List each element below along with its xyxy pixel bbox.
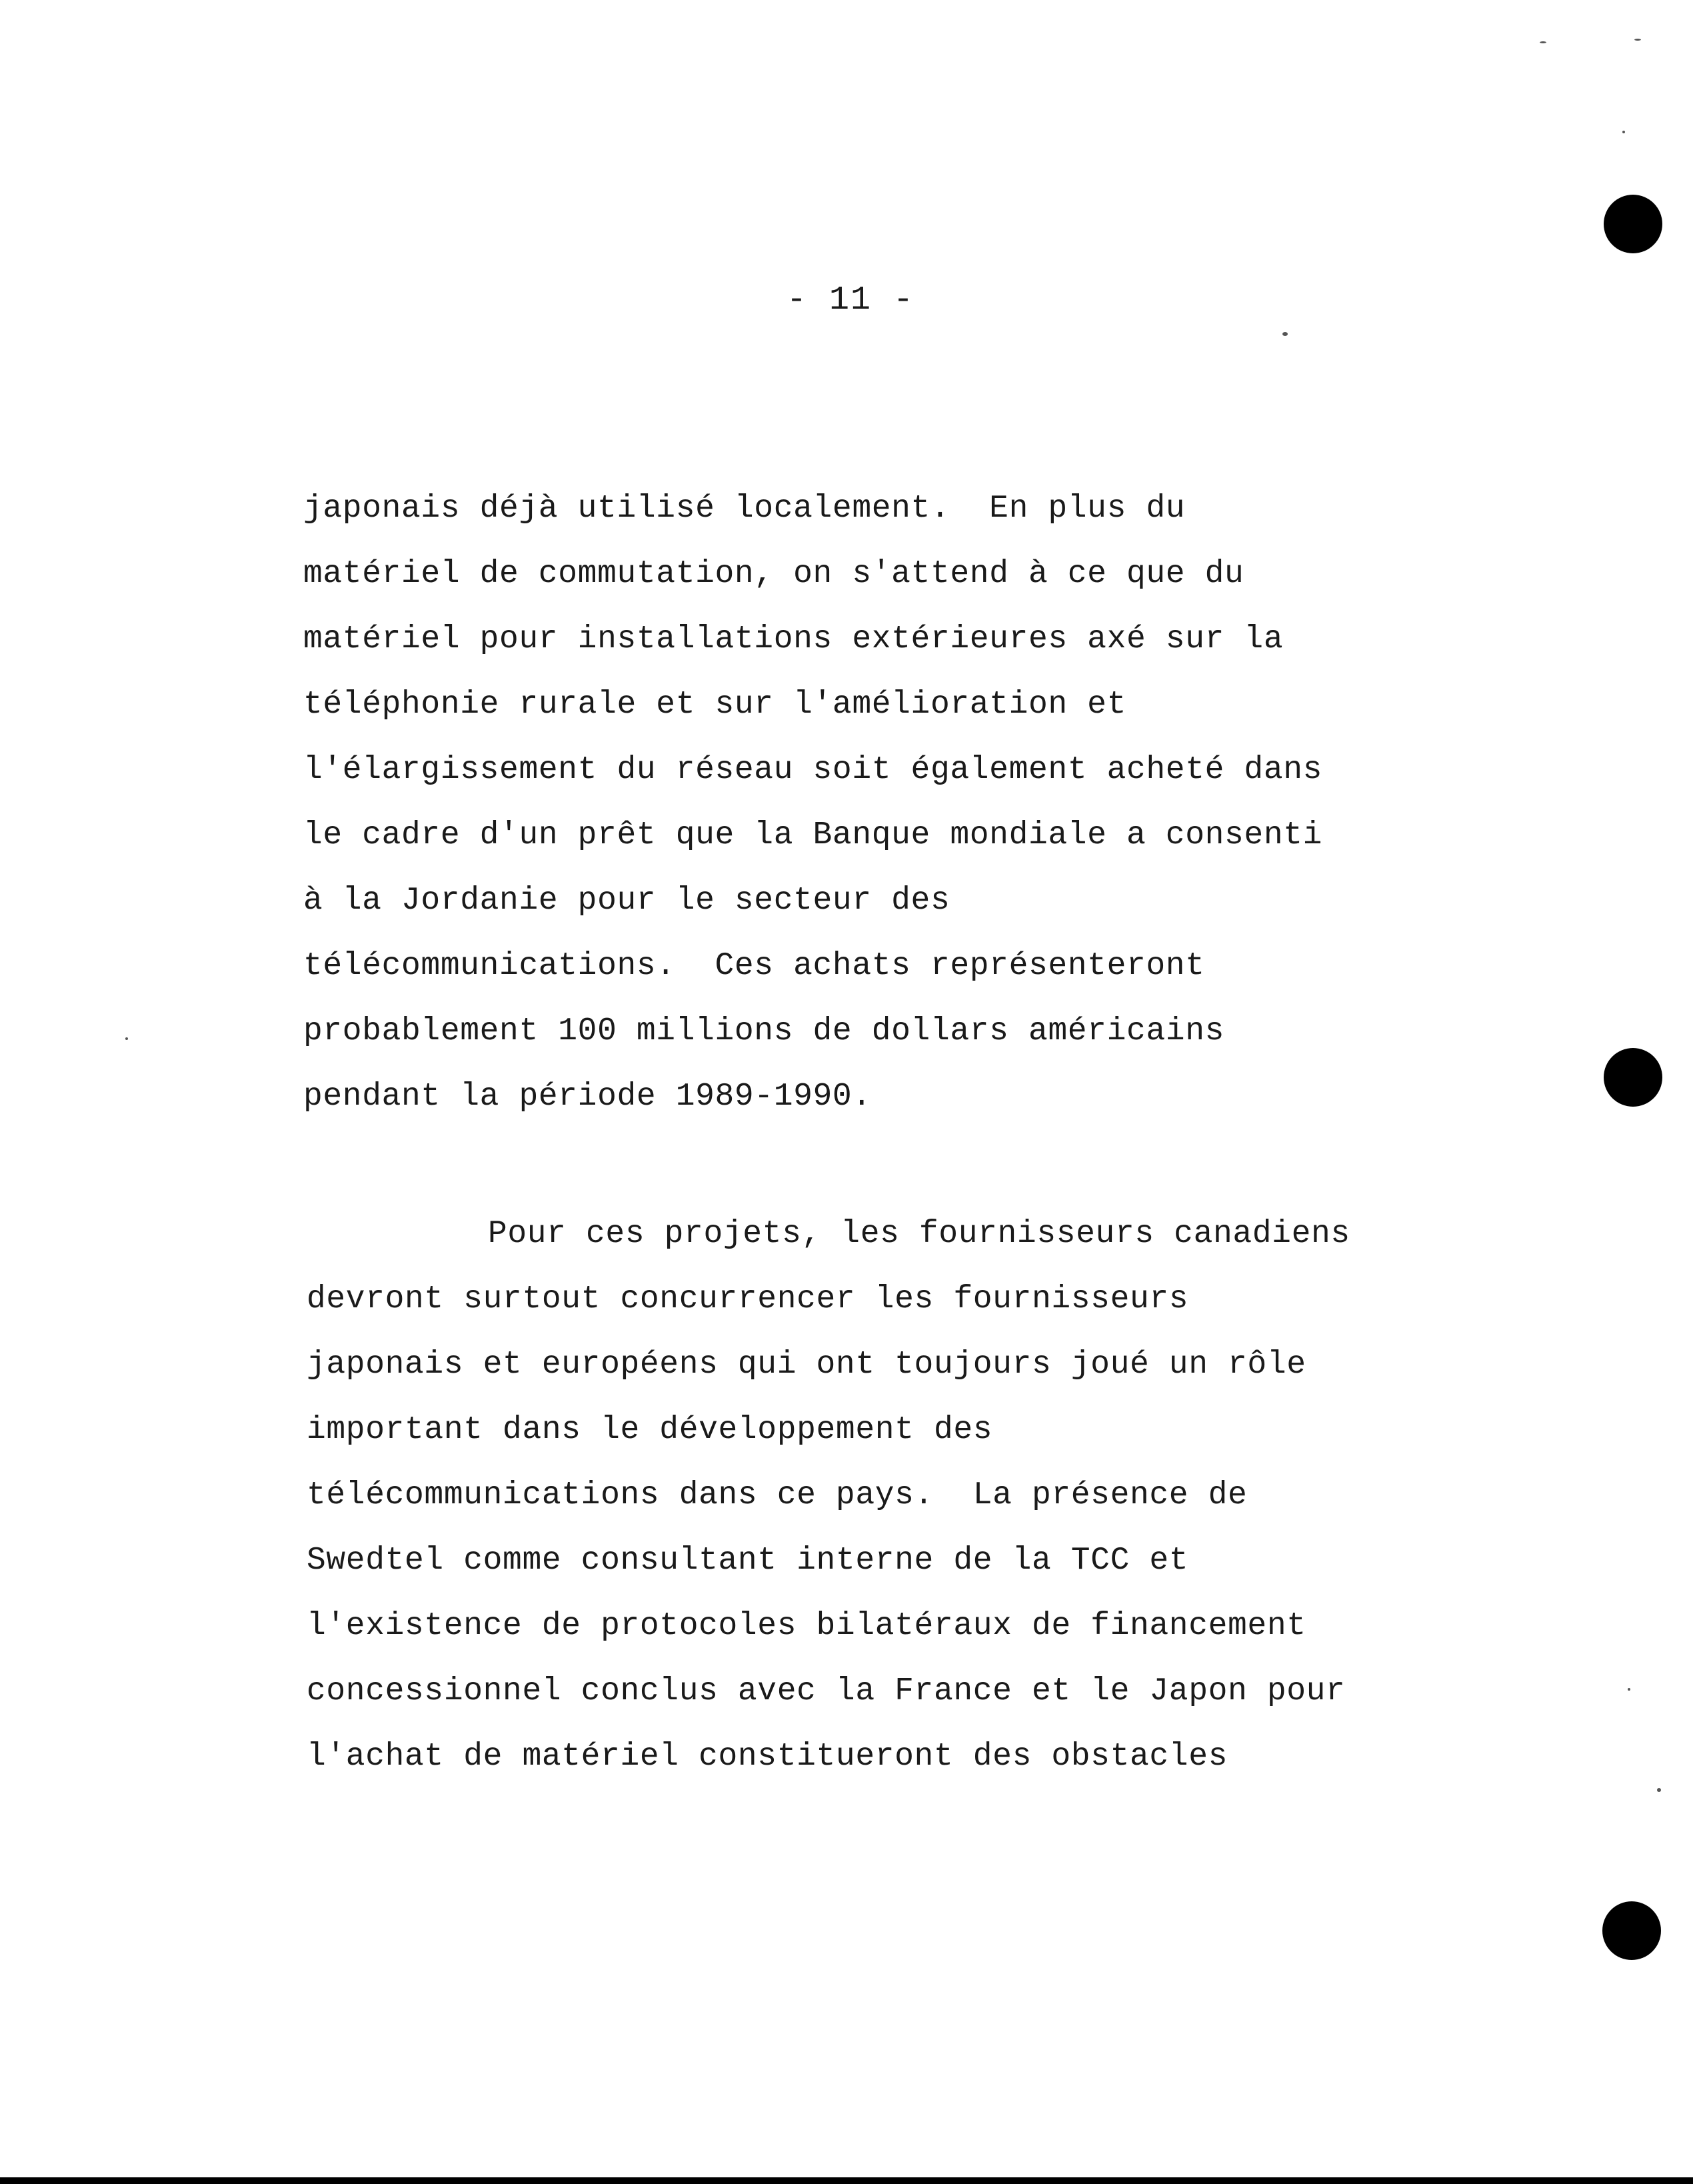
page-bottom-edge xyxy=(0,2177,1693,2184)
paragraph-line: japonais et européens qui ont toujours joué un rôle xyxy=(307,1347,1306,1383)
scan-speck xyxy=(1634,39,1641,41)
paragraph-line: matériel de commutation, on s'attend à ce que du xyxy=(303,556,1244,592)
punch-hole-bottom xyxy=(1602,1901,1661,1960)
paragraph-line: le cadre d'un prêt que la Banque mondiale a consenti xyxy=(303,817,1323,853)
paragraph-line: à la Jordanie pour le secteur des xyxy=(303,883,950,919)
paragraph-line: Swedtel comme consultant interne de la TCC et xyxy=(307,1543,1189,1579)
page-number: - 11 - xyxy=(787,281,915,319)
paragraph-1 xyxy=(303,476,1322,1129)
paragraph-line: concessionnel conclus avec la France et le Japon pour xyxy=(307,1673,1346,1709)
paragraph-line: japonais déjà utilisé localement. En plus du xyxy=(303,491,1186,527)
scan-speck xyxy=(1628,1688,1630,1691)
paragraph-line: devront surtout concurrencer les fournisseurs xyxy=(307,1281,1189,1317)
punch-hole-middle xyxy=(1604,1048,1662,1107)
scan-speck xyxy=(1282,332,1288,336)
scan-speck xyxy=(1657,1788,1661,1792)
paragraph-line: télécommunications. Ces achats représenteront xyxy=(303,948,1205,984)
paragraph-line: téléphonie rurale et sur l'amélioration et xyxy=(303,687,1126,723)
paragraph-line: probablement 100 millions de dollars américains xyxy=(303,1013,1225,1049)
scan-speck xyxy=(1622,131,1625,133)
punch-hole-top xyxy=(1604,195,1662,253)
paragraph-line: Pour ces projets, les fournisseurs canadiens xyxy=(488,1216,1350,1252)
paragraph-line: l'existence de protocoles bilatéraux de financement xyxy=(307,1608,1306,1644)
paragraph-2 xyxy=(307,1201,1350,1789)
paragraph-line: matériel pour installations extérieures axé sur la xyxy=(303,621,1284,657)
paragraph-line: télécommunications dans ce pays. La présence de xyxy=(307,1477,1248,1513)
scan-speck xyxy=(1540,41,1546,43)
paragraph-line: important dans le développement des xyxy=(307,1412,993,1448)
paragraph-line: l'élargissement du réseau soit également acheté dans xyxy=(303,752,1323,788)
paragraph-line: l'achat de matériel constitueront des obstacles xyxy=(307,1739,1228,1775)
paragraph-line: pendant la période 1989-1990. xyxy=(303,1079,872,1115)
scan-speck xyxy=(125,1037,128,1040)
